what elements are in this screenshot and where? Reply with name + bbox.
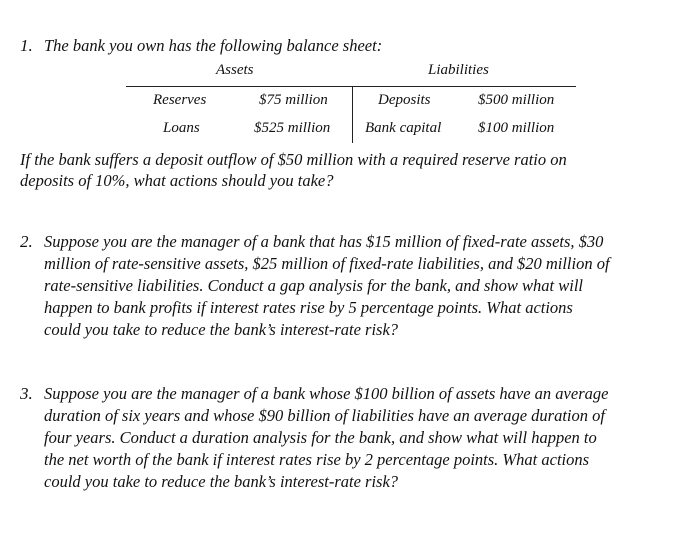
question-2-number: 2.	[20, 232, 33, 251]
question-2-line-4: happen to bank profits if interest rates rise by 5 percentage points. What actions	[44, 298, 573, 317]
question-3-line-1: Suppose you are the manager of a bank whose $100 billion of assets have an average	[44, 384, 609, 403]
bank-capital-value: $100 million	[478, 120, 555, 136]
question-2-line-2: million of rate-sensitive assets, $25 million of fixed-rate liabilities, and $20 million of	[44, 254, 610, 273]
question-3-number: 3.	[20, 384, 33, 403]
question-1-line-1: If the bank suffers a deposit outflow of $50 million with a required reserve ratio on	[20, 150, 567, 169]
reserves-label: Reserves	[153, 92, 207, 108]
question-1-number: 1.	[20, 36, 33, 55]
deposits-label: Deposits	[378, 92, 431, 108]
question-2-line-1: Suppose you are the manager of a bank that has $15 million of fixed-rate assets, $30	[44, 232, 604, 251]
reserves-value: $75 million	[259, 92, 328, 108]
question-1-title: The bank you own has the following balance sheet:	[44, 36, 383, 55]
question-1-line-2: deposits of 10%, what actions should you take?	[20, 171, 334, 190]
bank-capital-label: Bank capital	[365, 120, 442, 136]
loans-value: $525 million	[254, 120, 331, 136]
table-header-rule	[126, 86, 576, 87]
question-3-line-2: duration of six years and whose $90 billion of liabilities have an average duration of	[44, 406, 605, 425]
question-3-line-5: could you take to reduce the bank’s interest-rate risk?	[44, 472, 399, 491]
question-3-line-3: four years. Conduct a duration analysis for the bank, and show what will happen to	[44, 428, 597, 447]
liabilities-header: Liabilities	[428, 62, 489, 78]
question-2-line-3: rate-sensitive liabilities. Conduct a gap analysis for the bank, and show what will	[44, 276, 583, 295]
loans-label: Loans	[163, 120, 200, 136]
deposits-value: $500 million	[478, 92, 555, 108]
assets-header: Assets	[216, 62, 254, 78]
question-2-line-5: could you take to reduce the bank’s interest-rate risk?	[44, 320, 399, 339]
question-3-line-4: the net worth of the bank if interest rates rise by 2 percentage points. What actions	[44, 450, 590, 469]
table-column-divider	[352, 87, 353, 143]
